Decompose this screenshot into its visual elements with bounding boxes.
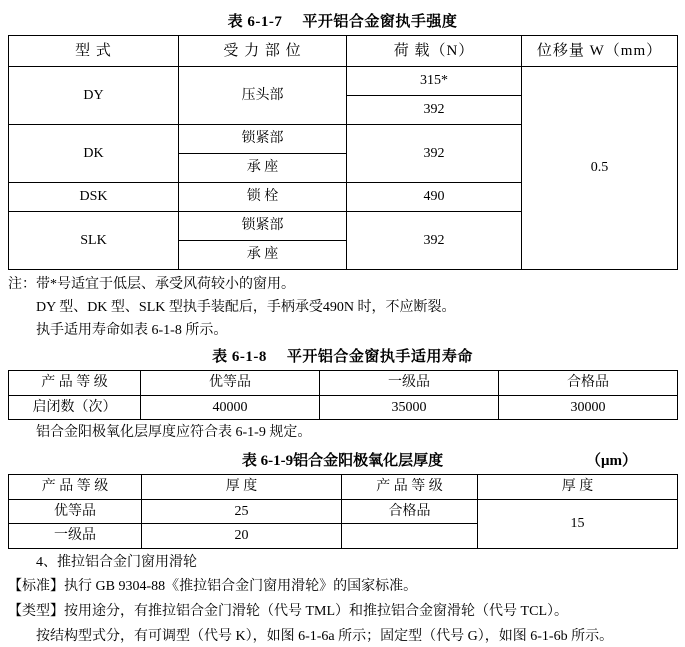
table-6-1-8-caption	[8, 345, 677, 366]
table-6-1-9	[8, 474, 678, 549]
column-header-load: 荷 载（N）	[347, 36, 522, 67]
column-header-grade-right: 产 品 等 级	[342, 475, 478, 500]
table-6-1-7-title: 平开铝合金窗执手强度	[302, 14, 458, 30]
cell-cycles-first-class: 35000	[320, 395, 499, 420]
table-row	[9, 395, 678, 420]
table-6-1-8-number: 表 6-1-8	[212, 349, 267, 365]
table-6-1-7-number: 表 6-1-7	[227, 14, 283, 30]
column-header-type: 型 式	[9, 36, 179, 67]
table-row	[9, 499, 678, 524]
column-header-displacement: 位移量 W（mm）	[522, 36, 678, 67]
cell-load-dk: 392	[347, 125, 522, 183]
cell-part-slk-2: 承 座	[179, 241, 347, 270]
cell-type-dsk: DSK	[9, 183, 179, 212]
table-row-header	[9, 475, 678, 500]
cell-load-dy-2: 392	[347, 96, 522, 125]
cell-load-dy-1: 315*	[347, 67, 522, 96]
table-6-1-8	[8, 370, 678, 420]
standard-text: 执行 GB 9304-88《推拉铝合金门窗用滑轮》的国家标准。	[64, 579, 418, 595]
cell-thickness-qualified: 15	[478, 499, 678, 548]
table-6-1-8-title: 平开铝合金窗执手适用寿命	[286, 349, 473, 365]
table-6-1-9-number: 表 6-1-9	[241, 453, 294, 469]
column-header-thickness-right: 厚 度	[478, 475, 678, 500]
standard-line	[8, 576, 677, 598]
cell-type-dk: DK	[9, 125, 179, 183]
table-row	[9, 67, 678, 96]
cell-grade-qualified: 合格品	[342, 499, 478, 524]
mid-paragraph: 铝合金阳极氧化层厚度应符合表 6-1-9 规定。	[36, 425, 312, 440]
cell-thickness-premium: 25	[142, 499, 342, 524]
column-header-grade-left: 产 品 等 级	[9, 475, 142, 500]
cell-cycles-qualified: 30000	[499, 395, 678, 420]
column-header-first-class: 一级品	[320, 371, 499, 396]
column-header-qualified: 合格品	[499, 371, 678, 396]
column-header-thickness-left: 厚 度	[142, 475, 342, 500]
column-header-premium: 优等品	[141, 371, 320, 396]
note-line-3: 执手适用寿命如表 6-1-8 所示。	[36, 323, 228, 338]
cell-cycles-premium: 40000	[141, 395, 320, 420]
column-header-grade: 产 品 等 级	[9, 371, 141, 396]
cell-displacement: 0.5	[522, 67, 678, 270]
section-heading: 4、推拉铝合金门窗用滑轮	[36, 554, 197, 570]
standard-label: 【标准】	[8, 579, 64, 595]
cell-grade-first-class: 一级品	[9, 524, 142, 549]
table-6-1-7	[8, 35, 678, 270]
cell-load-dsk: 490	[347, 183, 522, 212]
type-text: 按用途分，有推拉铝合金门滑轮（代号 TML）和推拉铝合金窗滑轮（代号 TCL）。	[64, 603, 568, 619]
cell-part-dk-1: 锁紧部	[179, 125, 347, 154]
cell-thickness-first-class: 20	[142, 524, 342, 549]
cell-part-dy: 压头部	[179, 67, 347, 125]
table-6-1-9-title: 铝合金阳极氧化层厚度	[293, 453, 444, 469]
structure-line: 按结构型式分，有可调型（代号 K），如图 6-1-6a 所示；固定型（代号 G），如图 6-1-6b 所示。	[36, 628, 614, 644]
cell-part-dk-2: 承 座	[179, 154, 347, 183]
table-6-1-7-caption	[8, 10, 677, 31]
cell-part-slk-1: 锁紧部	[179, 212, 347, 241]
cell-type-slk: SLK	[9, 212, 179, 270]
note-line-1: 注：带*号适宜于低层、承受风荷较小的窗用。	[8, 277, 295, 292]
row-label-cycles: 启闭数（次）	[9, 395, 141, 420]
table-6-1-9-caption	[8, 449, 677, 470]
column-header-part: 受 力 部 位	[179, 36, 347, 67]
note-line-2: DY 型、DK 型、SLK 型执手装配后，手柄承受490N 时，不应断裂。	[36, 300, 456, 315]
cell-load-slk: 392	[347, 212, 522, 270]
cell-type-dy: DY	[9, 67, 179, 125]
cell-grade-premium: 优等品	[9, 499, 142, 524]
type-line	[8, 601, 677, 623]
table-row-header	[9, 371, 678, 396]
cell-grade-empty	[342, 524, 478, 549]
table-row-header	[9, 36, 678, 67]
cell-part-dsk: 锁 栓	[179, 183, 347, 212]
table-6-1-9-unit: （μm）	[586, 453, 637, 469]
type-label: 【类型】	[8, 603, 64, 619]
